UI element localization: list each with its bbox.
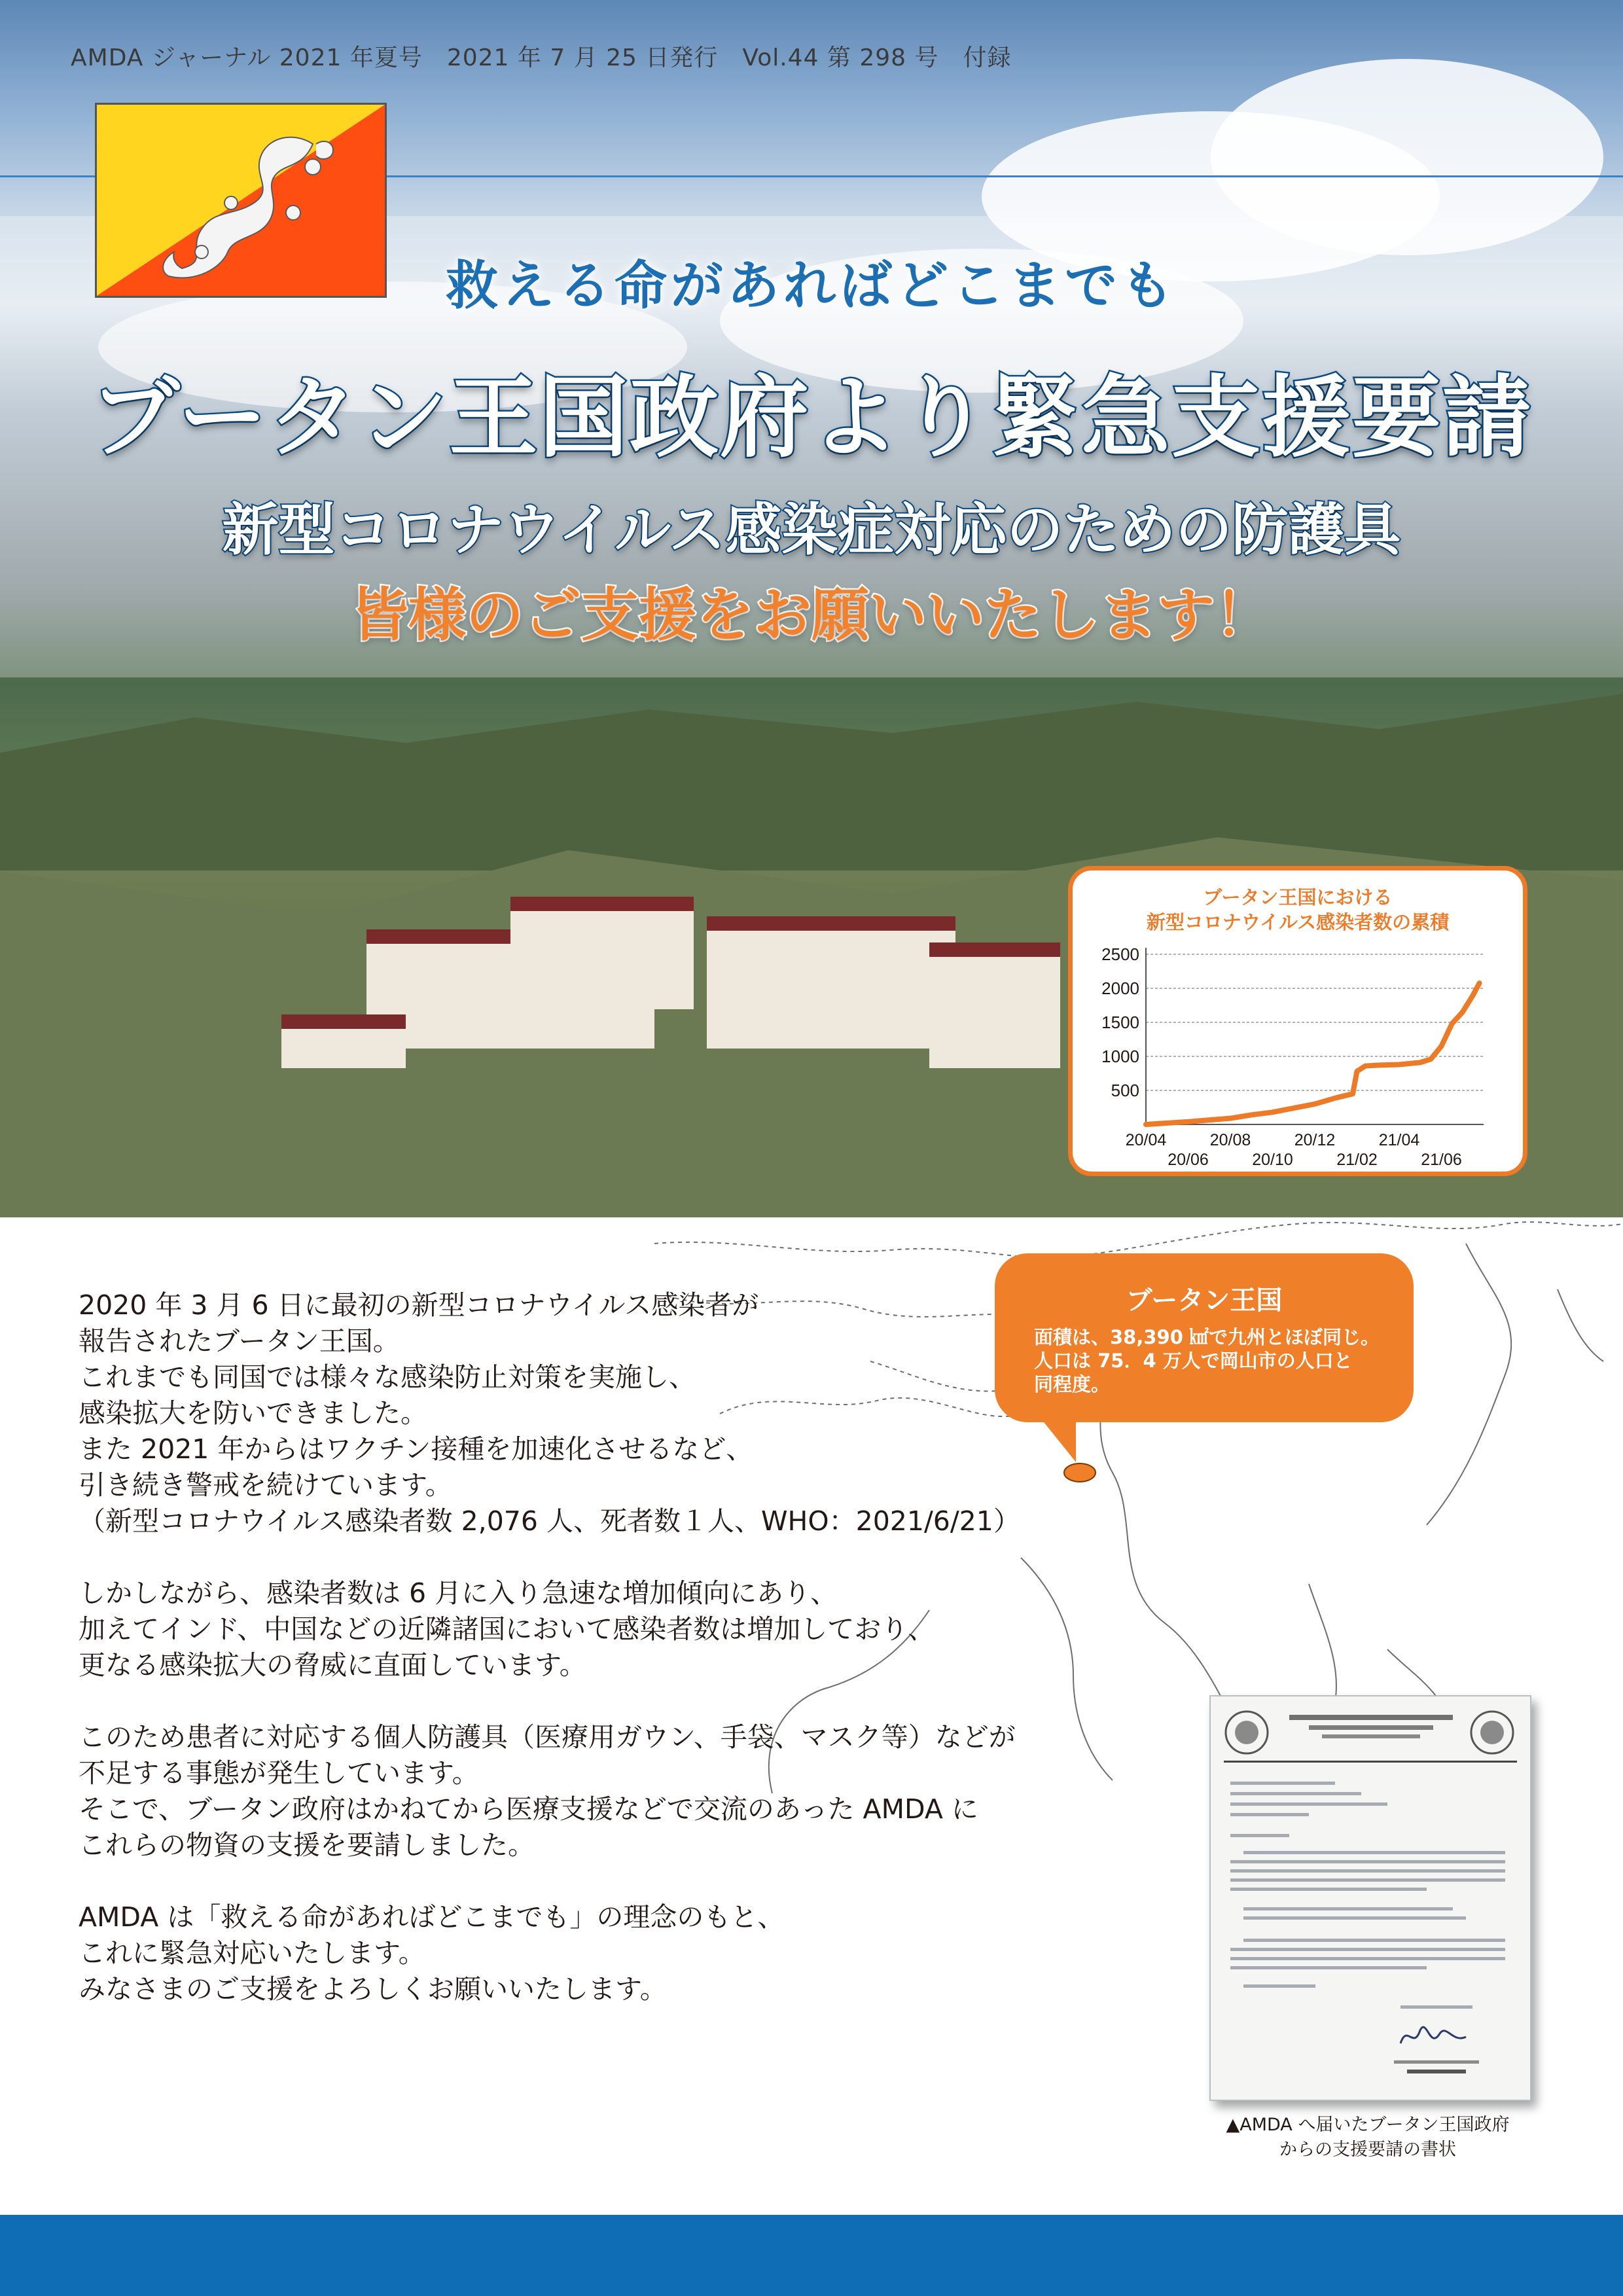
paragraph-4 xyxy=(79,1899,1191,2007)
paragraph-2 xyxy=(79,1575,1191,1683)
callout-line: 面積は、38,390 ㎢で九州とほぼ同じ。 xyxy=(1034,1326,1380,1348)
appeal-text: 皆様のご支援をお願いいたします！ xyxy=(350,581,1272,649)
dzong-building xyxy=(929,942,1060,1068)
y-tick-label: 2000 xyxy=(1101,978,1139,998)
paragraph-3 xyxy=(79,1719,1191,1863)
letter-contents xyxy=(1211,1696,1530,2100)
body-line: （新型コロナウイルス感染者数 2,076 人、死者数１人、WHO：2021/6/21） xyxy=(79,1505,1020,1537)
body-line: AMDA は「救える命があればどこまでも」の理念のもと、 xyxy=(79,1901,785,1933)
infection-line-chart xyxy=(1073,870,1523,1172)
body-line: これらの物資の支援を要請しました。 xyxy=(79,1829,535,1861)
footer-bar xyxy=(0,2215,1623,2296)
dzong-building xyxy=(510,897,694,1009)
body-line: 2020 年 3 月 6 日に最初の新型コロナウイルス感染者が xyxy=(79,1289,759,1321)
body-line: みなさまのご支援をよろしくお願いいたします。 xyxy=(79,1973,667,2005)
letter-caption-line2: からの支援要請の書状 xyxy=(1279,2140,1456,2160)
body-line: これまでも同国では様々な感染防止対策を実施し、 xyxy=(79,1361,696,1393)
y-tick-label: 500 xyxy=(1111,1081,1139,1100)
body-line: しかしながら、感染者数は 6 月に入り急速な増加傾向にあり、 xyxy=(79,1577,838,1609)
chart-title-line2: 新型コロナウイルス感染者数の累積 xyxy=(1146,911,1450,933)
body-line: 報告されたブータン王国。 xyxy=(79,1325,400,1357)
callout-line: 人口は 75．4 万人で岡山市の人口と xyxy=(1034,1350,1353,1372)
mountain-ridge xyxy=(0,674,1623,870)
x-tick-label: 20/08 xyxy=(1209,1131,1251,1149)
paragraph-1 xyxy=(79,1287,1191,1539)
y-tick-label: 2500 xyxy=(1101,944,1139,964)
y-tick-label: 1000 xyxy=(1101,1047,1139,1066)
body-line: 感染拡大を防いできました。 xyxy=(79,1397,427,1429)
chart-title-line1: ブータン王国における xyxy=(1203,886,1393,908)
tagline: 救える命があればどこまでも xyxy=(446,255,1177,316)
x-tick-label: 20/04 xyxy=(1125,1131,1167,1149)
letter-caption xyxy=(1198,2113,1538,2162)
body-line: また 2021 年からはワクチン接種を加速化させるなど、 xyxy=(79,1433,753,1465)
series-line-cumulative-cases xyxy=(1146,983,1480,1124)
x-tick-label: 20/10 xyxy=(1252,1151,1293,1169)
letter-caption-line1: ▲AMDA へ届いたブータン王国政府 xyxy=(1226,2115,1510,2135)
article-body xyxy=(79,1287,1191,2043)
body-line: 更なる感染拡大の脅威に直面しています。 xyxy=(79,1649,586,1681)
body-line: 引き続き警戒を続けています。 xyxy=(79,1469,452,1501)
body-line: 不足する事態が発生しています。 xyxy=(79,1757,479,1789)
request-letter-image xyxy=(1209,1695,1531,2101)
dzong-building xyxy=(281,1014,406,1068)
publication-info: AMDA ジャーナル 2021 年夏号 2021 年 7 月 25 日発行 Vol.44 第 298 号 付録 xyxy=(71,45,1012,71)
x-tick-label: 20/06 xyxy=(1168,1151,1209,1169)
x-tick-label: 21/02 xyxy=(1336,1151,1378,1169)
x-tick-label: 21/04 xyxy=(1378,1131,1420,1149)
callout-line: 同程度。 xyxy=(1034,1373,1111,1395)
body-line: このため患者に対応する個人防護具（医療用ガウン、手袋、マスク等）などが xyxy=(79,1721,1016,1753)
x-tick-label: 21/06 xyxy=(1421,1151,1462,1169)
body-line: 加えてインド、中国などの近隣諸国において感染者数は増加しており、 xyxy=(79,1613,935,1645)
subheadline: 新型コロナウイルス感染症対応のための防護具 xyxy=(222,497,1401,563)
headline: ブータン王国政府より緊急支援要請 xyxy=(90,367,1533,470)
body-line: これに緊急対応いたします。 xyxy=(79,1937,425,1969)
infection-chart-box xyxy=(1068,866,1527,1176)
x-tick-label: 20/12 xyxy=(1294,1131,1336,1149)
callout-title: ブータン王国 xyxy=(1126,1285,1283,1316)
body-line: そこで、ブータン政府はかねてから医療支援などで交流のあった AMDA に xyxy=(79,1793,978,1825)
signature-mark xyxy=(1400,2027,1466,2043)
dzong-building xyxy=(707,916,955,1049)
y-tick-label: 1500 xyxy=(1101,1013,1139,1032)
